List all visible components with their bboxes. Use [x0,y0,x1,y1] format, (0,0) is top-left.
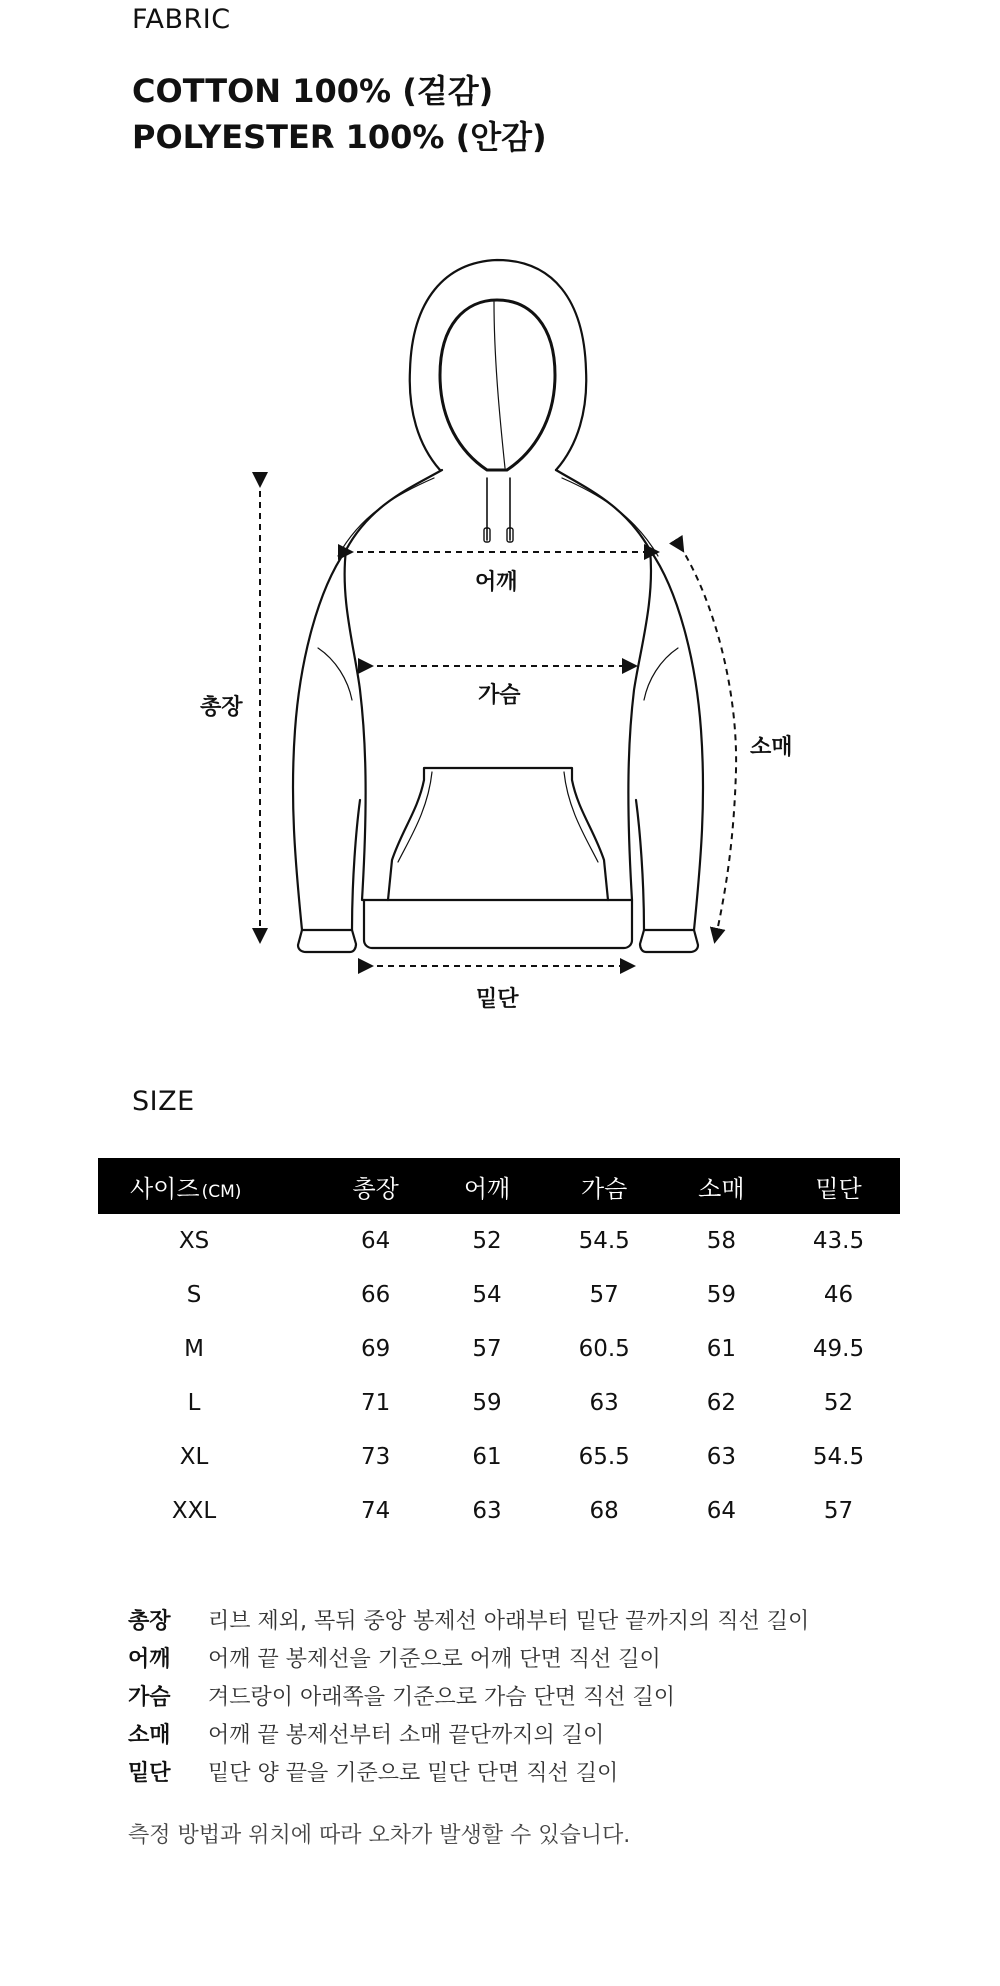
value-cell: 61 [472,1444,502,1470]
size-label: SIZE [132,1086,195,1117]
header-chest: 가슴 [543,1158,666,1214]
kangaroo-pocket [388,768,608,900]
table-row [98,1268,900,1322]
definition-row [128,1638,809,1676]
table-row [98,1214,900,1268]
value-cell: 60.5 [578,1336,630,1362]
definition-text: 어깨 끝 봉제선을 기준으로 어깨 단면 직선 길이 [208,1646,661,1672]
definition-text: 리브 제외, 목뒤 중앙 봉제선 아래부터 밑단 끝까지의 직선 길이 [208,1608,810,1634]
definition-row [128,1600,809,1638]
label-chest: 가슴 [478,683,521,708]
value-cell: 49.5 [812,1336,865,1362]
value-cell: 68 [589,1498,619,1524]
measurement-note: 측정 방법과 위치에 따라 오차가 발생할 수 있습니다. [128,1823,631,1848]
value-cell: 57 [823,1498,854,1524]
fabric-label: FABRIC [132,4,231,35]
value-cell: 65.5 [578,1444,630,1470]
value-cell: 43.5 [812,1228,865,1254]
table-row [98,1322,900,1376]
value-cell: 59 [706,1282,736,1308]
value-cell: 59 [472,1390,502,1416]
size-cell: S [186,1282,202,1308]
value-cell: 71 [361,1390,391,1416]
hem-rib [364,900,632,948]
header-sleeve: 소매 [666,1158,777,1214]
definition-term: 소매 [128,1722,171,1748]
definition-term: 밑단 [128,1760,171,1786]
right-sleeve [636,550,703,930]
size-cell: XL [179,1444,209,1470]
size-cell: M [184,1336,204,1362]
value-cell: 63 [589,1390,619,1416]
hood-seam [494,302,505,468]
sleeve-arrow [680,546,736,936]
label-sleeve: 소매 [750,735,793,760]
size-table-header [98,1158,900,1214]
value-cell: 64 [706,1498,736,1524]
fabric-line-outer: COTTON 100% (겉감) [132,72,494,110]
header-size: 사이즈 (CM) [98,1158,320,1214]
label-hem: 밑단 [476,987,519,1012]
value-cell: 69 [361,1336,391,1362]
value-cell: 54.5 [578,1228,630,1254]
definition-term: 어깨 [128,1646,171,1672]
value-cell: 52 [823,1390,854,1416]
definition-row [128,1752,809,1790]
value-cell: 46 [823,1282,854,1308]
table-row [98,1484,900,1538]
size-cell: L [187,1390,201,1416]
value-cell: 57 [472,1336,502,1362]
value-cell: 63 [706,1444,736,1470]
definition-term: 총장 [128,1608,171,1634]
table-row [98,1376,900,1430]
value-cell: 62 [706,1390,736,1416]
definition-text: 어깨 끝 봉제선부터 소매 끝단까지의 길이 [208,1722,605,1748]
measurement-definitions [128,1600,809,1790]
value-cell: 54 [472,1282,502,1308]
hood-outline [410,260,587,470]
value-cell: 61 [706,1336,736,1362]
definition-text: 밑단 양 끝을 기준으로 밑단 단면 직선 길이 [208,1760,619,1786]
header-total-length: 총장 [320,1158,431,1214]
header-shoulder: 어깨 [431,1158,542,1214]
value-cell: 74 [361,1498,391,1524]
definition-row [128,1676,809,1714]
value-cell: 58 [706,1228,736,1254]
value-cell: 57 [589,1282,619,1308]
fabric-line-lining: POLYESTER 100% (안감) [132,118,547,156]
table-row [98,1430,900,1484]
value-cell: 66 [361,1282,391,1308]
value-cell: 52 [472,1228,502,1254]
size-cell: XXL [171,1498,217,1524]
fabric-composition [132,68,547,160]
header-hem: 밑단 [777,1158,900,1214]
definition-text: 겨드랑이 아래쪽을 기준으로 가슴 단면 직선 길이 [208,1684,676,1710]
value-cell: 73 [361,1444,391,1470]
value-cell: 63 [472,1498,502,1524]
definition-term: 가슴 [128,1684,171,1710]
value-cell: 54.5 [812,1444,865,1470]
left-sleeve [293,550,360,930]
label-shoulder: 어깨 [475,570,518,595]
definition-row [128,1714,809,1752]
hoodie-diagram [0,240,1000,1030]
size-table [98,1158,900,1538]
size-cell: XS [178,1228,210,1254]
value-cell: 64 [361,1228,391,1254]
label-total-length: 총장 [200,695,243,720]
